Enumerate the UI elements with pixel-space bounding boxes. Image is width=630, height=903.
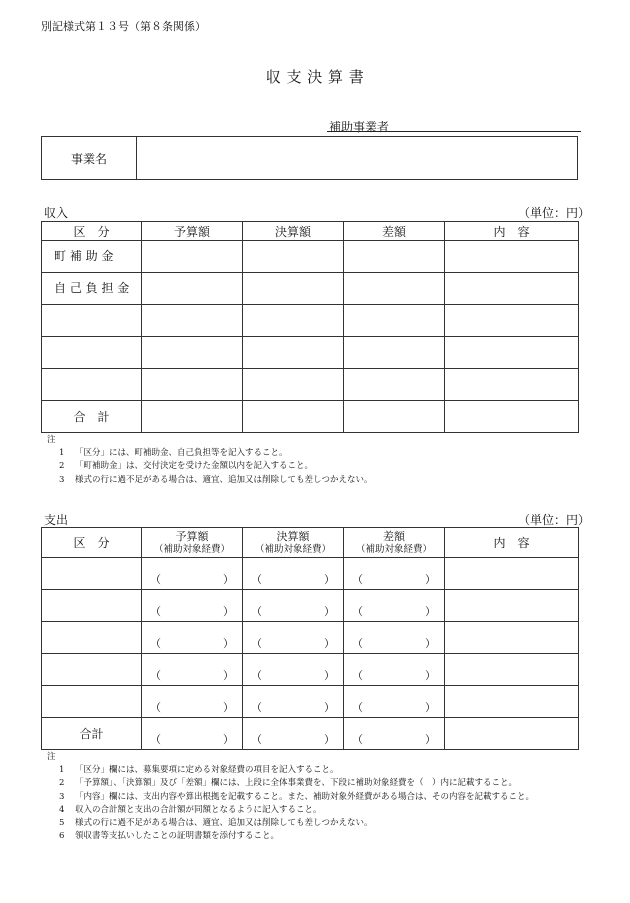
income-cell-budget[interactable] <box>142 369 243 401</box>
close-bracket: ） <box>223 637 234 650</box>
note-text: 収入の合計額と支出の合計額が同額となるように記入すること。 <box>75 804 322 815</box>
open-bracket: （ <box>150 669 161 682</box>
bracket-pair <box>142 571 242 589</box>
open-bracket: （ <box>251 573 262 586</box>
open-bracket: （ <box>150 733 161 746</box>
project-name-label: 事業名 <box>42 137 137 180</box>
close-bracket: ） <box>324 733 335 746</box>
expense-row <box>42 686 579 718</box>
open-bracket: （ <box>352 733 363 746</box>
close-bracket: ） <box>324 573 335 586</box>
income-cell-content[interactable] <box>445 273 579 305</box>
close-bracket: ） <box>425 573 436 586</box>
close-bracket: ） <box>223 605 234 618</box>
bracket-pair <box>344 699 444 717</box>
income-row-category[interactable] <box>42 369 142 401</box>
expense-cell-content[interactable] <box>445 622 579 654</box>
income-row-category[interactable] <box>42 305 142 337</box>
applicant-label: 補助事業者 <box>329 120 390 134</box>
expense-cell-budget[interactable] <box>142 686 243 718</box>
note-text: 「町補助金」は、交付決定を受けた金額以内を記入すること。 <box>75 461 314 472</box>
expense-cell-diff[interactable] <box>344 622 445 654</box>
income-cell-actual[interactable] <box>243 305 344 337</box>
note-item <box>59 830 534 843</box>
note-number: 1 <box>59 448 65 459</box>
open-bracket: （ <box>352 669 363 682</box>
note-item <box>59 764 534 777</box>
income-row <box>42 337 579 369</box>
open-bracket: （ <box>251 701 262 714</box>
expense-cell-actual[interactable] <box>243 654 344 686</box>
close-bracket: ） <box>425 637 436 650</box>
close-bracket: ） <box>425 733 436 746</box>
open-bracket: （ <box>251 637 262 650</box>
expense-total-diff[interactable] <box>344 718 445 750</box>
expense-header-budget: 予算額 （補助対象経費） <box>142 528 243 558</box>
income-cell-diff[interactable] <box>344 337 445 369</box>
note-text: 様式の行に過不足がある場合は、適宜、追加又は削除しても差しつかえない。 <box>75 818 373 829</box>
note-text: 様式の行に過不足がある場合は、適宜、追加又は削除しても差しつかえない。 <box>75 474 373 485</box>
bracket-pair <box>243 667 343 685</box>
expense-unit: （単位：円） <box>518 513 591 527</box>
income-row <box>42 273 579 305</box>
bracket-pair <box>243 635 343 653</box>
open-bracket: （ <box>352 637 363 650</box>
income-cell-actual[interactable] <box>243 337 344 369</box>
income-row-category[interactable] <box>42 337 142 369</box>
note-text: 領収書等支払いしたことの証明書類を添付すること。 <box>75 831 280 842</box>
open-bracket: （ <box>352 701 363 714</box>
note-number: 3 <box>59 474 65 485</box>
expense-cell-content[interactable] <box>445 558 579 590</box>
expense-header-actual: 決算額 （補助対象経費） <box>243 528 344 558</box>
expense-total-label: 合計 <box>42 718 142 750</box>
expense-cell-budget[interactable] <box>142 590 243 622</box>
note-number: 2 <box>59 461 65 472</box>
bracket-pair <box>243 571 343 589</box>
income-cell-diff[interactable] <box>344 305 445 337</box>
expense-row-category[interactable] <box>42 622 142 654</box>
expense-cell-actual[interactable] <box>243 686 344 718</box>
income-total-content[interactable] <box>445 401 579 433</box>
income-cell-actual[interactable] <box>243 369 344 401</box>
expense-cell-content[interactable] <box>445 686 579 718</box>
income-cell-content[interactable] <box>445 305 579 337</box>
income-total-diff[interactable] <box>344 401 445 433</box>
income-header-budget: 予算額 <box>142 222 243 241</box>
income-notes <box>47 434 373 487</box>
close-bracket: ） <box>223 733 234 746</box>
open-bracket: （ <box>150 573 161 586</box>
note-item <box>59 817 534 830</box>
close-bracket: ） <box>223 669 234 682</box>
income-total-actual[interactable] <box>243 401 344 433</box>
income-row <box>42 369 579 401</box>
close-bracket: ） <box>425 701 436 714</box>
open-bracket: （ <box>150 605 161 618</box>
income-cell-budget[interactable] <box>142 273 243 305</box>
open-bracket: （ <box>251 605 262 618</box>
note-number: 4 <box>59 804 65 815</box>
note-text: 「内容」欄には、支出内容や算出根拠を記載すること。また、補助対象外経費がある場合は、その内容を記載すること。 <box>75 791 535 802</box>
open-bracket: （ <box>251 669 262 682</box>
expense-cell-diff[interactable] <box>344 590 445 622</box>
bracket-pair <box>142 731 242 749</box>
income-section-label: 収入 <box>44 206 69 220</box>
income-cell-content[interactable] <box>445 369 579 401</box>
bracket-pair <box>344 635 444 653</box>
expense-total-actual[interactable] <box>243 718 344 750</box>
expense-notes-head: 注 <box>47 752 56 762</box>
note-item <box>59 804 534 817</box>
income-cell-budget[interactable] <box>142 305 243 337</box>
note-item <box>59 777 534 790</box>
bracket-pair <box>344 731 444 749</box>
income-cell-budget[interactable] <box>142 337 243 369</box>
income-row <box>42 305 579 337</box>
income-total-row <box>42 401 579 433</box>
income-cell-content[interactable] <box>445 337 579 369</box>
project-name-table <box>41 136 578 180</box>
bracket-pair <box>142 603 242 621</box>
note-number: 2 <box>59 778 65 789</box>
income-cell-budget[interactable] <box>142 241 243 273</box>
close-bracket: ） <box>425 669 436 682</box>
expense-cell-budget[interactable] <box>142 654 243 686</box>
expense-row <box>42 622 579 654</box>
bracket-pair <box>243 731 343 749</box>
expense-table <box>41 527 579 750</box>
expense-cell-actual[interactable] <box>243 590 344 622</box>
income-header-diff: 差額 <box>344 222 445 241</box>
close-bracket: ） <box>324 669 335 682</box>
note-number: 1 <box>59 765 65 776</box>
open-bracket: （ <box>352 605 363 618</box>
note-number: 5 <box>59 818 65 829</box>
note-text: 「区分」には、町補助金、自己負担等を記入すること。 <box>75 448 288 459</box>
income-cell-diff[interactable] <box>344 369 445 401</box>
close-bracket: ） <box>223 573 234 586</box>
income-header-actual: 決算額 <box>243 222 344 241</box>
form-number: 別記様式第１３号（第８条関係） <box>41 20 206 33</box>
expense-row <box>42 654 579 686</box>
bracket-pair <box>344 603 444 621</box>
income-header-category: 区 分 <box>42 222 142 241</box>
expense-total-budget[interactable] <box>142 718 243 750</box>
note-item <box>59 447 373 460</box>
bracket-pair <box>344 571 444 589</box>
page-title: 収 支 決 算 書 <box>265 68 365 86</box>
income-table <box>41 221 579 433</box>
income-row <box>42 241 579 273</box>
income-unit: （単位：円） <box>518 206 591 220</box>
income-total-budget[interactable] <box>142 401 243 433</box>
expense-row <box>42 590 579 622</box>
expense-header-content: 内 容 <box>445 528 579 558</box>
expense-header-category: 区 分 <box>42 528 142 558</box>
note-number: 6 <box>59 831 65 842</box>
close-bracket: ） <box>324 605 335 618</box>
expense-cell-content[interactable] <box>445 590 579 622</box>
note-item <box>59 474 373 487</box>
expense-cell-diff[interactable] <box>344 686 445 718</box>
income-total-label: 合 計 <box>42 401 142 433</box>
close-bracket: ） <box>324 701 335 714</box>
note-text: 「区分」欄には、募集要項に定める対象経費の項目を記入すること。 <box>75 765 339 776</box>
income-cell-diff[interactable] <box>344 273 445 305</box>
bracket-pair <box>142 699 242 717</box>
bracket-pair <box>243 699 343 717</box>
applicant-underline <box>327 131 581 132</box>
expense-row-category[interactable] <box>42 654 142 686</box>
open-bracket: （ <box>251 733 262 746</box>
note-number: 3 <box>59 791 65 802</box>
expense-row <box>42 558 579 590</box>
expense-cell-content[interactable] <box>445 654 579 686</box>
note-item <box>59 791 534 804</box>
expense-cell-diff[interactable] <box>344 558 445 590</box>
income-row-category[interactable]: 自 己 負 担 金 <box>42 273 142 305</box>
note-text: 「予算額」、「決算額」及び「差額」欄には、上段に全体事業費を、下段に補助対象経費を（ ）内に記載すること。 <box>75 778 518 789</box>
close-bracket: ） <box>425 605 436 618</box>
expense-total-content[interactable] <box>445 718 579 750</box>
close-bracket: ） <box>324 637 335 650</box>
expense-row-category[interactable] <box>42 558 142 590</box>
expense-header-diff: 差額 （補助対象経費） <box>344 528 445 558</box>
income-cell-actual[interactable] <box>243 241 344 273</box>
expense-section-label: 支出 <box>44 513 69 527</box>
open-bracket: （ <box>352 573 363 586</box>
bracket-pair <box>243 603 343 621</box>
income-notes-head: 注 <box>47 435 56 445</box>
expense-notes <box>47 751 534 843</box>
expense-cell-budget[interactable] <box>142 622 243 654</box>
note-item <box>59 460 373 473</box>
income-row-category[interactable]: 町 補 助 金 <box>42 241 142 273</box>
expense-cell-diff[interactable] <box>344 654 445 686</box>
bracket-pair <box>142 635 242 653</box>
expense-total-row <box>42 718 579 750</box>
income-header-content: 内 容 <box>445 222 579 241</box>
income-cell-diff[interactable] <box>344 241 445 273</box>
project-name-field[interactable] <box>137 137 578 180</box>
expense-row-category[interactable] <box>42 590 142 622</box>
expense-cell-actual[interactable] <box>243 558 344 590</box>
bracket-pair <box>344 667 444 685</box>
expense-row-category[interactable] <box>42 686 142 718</box>
income-cell-actual[interactable] <box>243 273 344 305</box>
expense-cell-budget[interactable] <box>142 558 243 590</box>
expense-cell-actual[interactable] <box>243 622 344 654</box>
open-bracket: （ <box>150 701 161 714</box>
close-bracket: ） <box>223 701 234 714</box>
open-bracket: （ <box>150 637 161 650</box>
income-cell-content[interactable] <box>445 241 579 273</box>
bracket-pair <box>142 667 242 685</box>
